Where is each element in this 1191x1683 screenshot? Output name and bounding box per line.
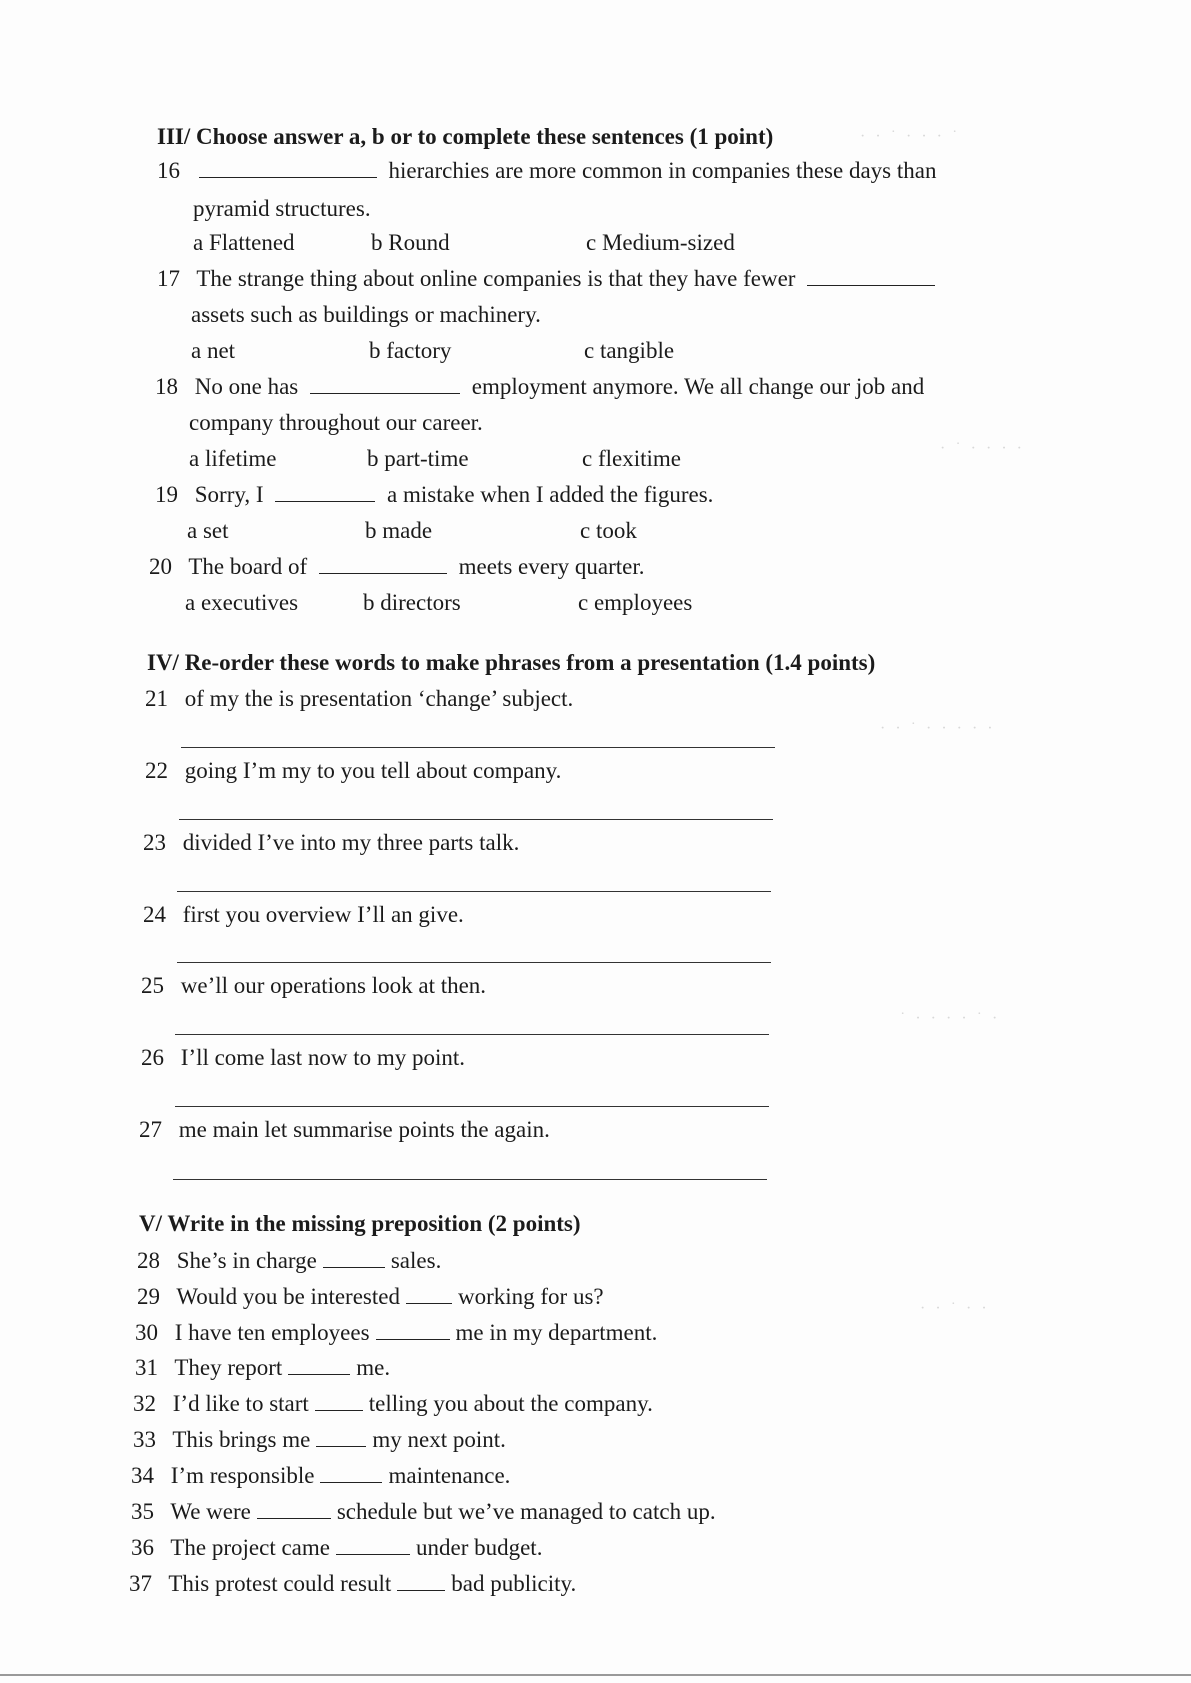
question-number: 20 xyxy=(149,554,172,579)
question-text: This brings me xyxy=(172,1427,311,1452)
answer-line[interactable] xyxy=(177,891,771,892)
question-20 xyxy=(149,554,644,580)
section-4-title: IV/ Re-order these words to make phrases from a presentation (1.4 points) xyxy=(147,650,876,675)
question-number: 24 xyxy=(143,902,166,927)
option-a[interactable]: a Flattened xyxy=(193,230,295,255)
preposition-item-36 xyxy=(131,1535,542,1561)
answer-blank[interactable] xyxy=(406,1285,452,1304)
question-18 xyxy=(155,374,924,400)
page-bottom-edge xyxy=(0,1674,1191,1676)
preposition-item-28 xyxy=(137,1248,441,1274)
answer-blank[interactable] xyxy=(199,159,377,178)
preposition-item-29 xyxy=(137,1284,604,1310)
answer-blank[interactable] xyxy=(320,1464,382,1483)
option-c[interactable]: c flexitime xyxy=(582,446,681,471)
question-number: 30 xyxy=(135,1320,158,1345)
question-text: Would you be interested xyxy=(176,1284,400,1309)
question-text: I have ten employees xyxy=(174,1320,370,1345)
reorder-item-26 xyxy=(141,1045,465,1071)
question-text: I’d like to start xyxy=(172,1391,309,1416)
preposition-item-31 xyxy=(135,1355,390,1381)
question-number: 37 xyxy=(129,1571,152,1596)
question-text: maintenance. xyxy=(388,1463,511,1488)
question-text: She’s in charge xyxy=(176,1248,317,1273)
question-text: of my the is presentation ‘change’ subject. xyxy=(184,686,574,711)
question-number: 36 xyxy=(131,1535,154,1560)
question-text: going I’m my to you tell about company. xyxy=(184,758,562,783)
answer-blank[interactable] xyxy=(288,1356,350,1375)
reorder-item-24 xyxy=(143,902,464,928)
question-continuation: pyramid structures. xyxy=(193,196,371,221)
question-number: 27 xyxy=(139,1117,162,1142)
question-number: 16 xyxy=(157,158,180,183)
preposition-item-32 xyxy=(133,1391,653,1417)
answer-blank[interactable] xyxy=(807,267,935,286)
answer-line[interactable] xyxy=(181,747,775,748)
option-b[interactable]: b part-time xyxy=(367,446,469,471)
option-b[interactable]: b made xyxy=(365,518,433,543)
answer-line[interactable] xyxy=(177,962,771,963)
answer-blank[interactable] xyxy=(397,1572,445,1591)
option-a[interactable]: a net xyxy=(191,338,236,363)
question-text: This protest could result xyxy=(168,1571,392,1596)
option-b[interactable]: b directors xyxy=(363,590,461,615)
answer-blank[interactable] xyxy=(315,1392,363,1411)
question-text: The strange thing about online companies is that they have fewer xyxy=(196,266,796,291)
preposition-item-33 xyxy=(133,1427,506,1453)
reorder-item-23 xyxy=(143,830,519,856)
question-text: working for us? xyxy=(457,1284,604,1309)
question-number: 25 xyxy=(141,973,164,998)
answer-blank[interactable] xyxy=(310,375,460,394)
question-text: They report xyxy=(174,1355,283,1380)
option-a[interactable]: a lifetime xyxy=(189,446,277,471)
question-text: bad publicity. xyxy=(451,1571,577,1596)
preposition-item-34 xyxy=(131,1463,510,1489)
option-b[interactable]: b factory xyxy=(369,338,452,363)
question-text: meets every quarter. xyxy=(458,554,645,579)
question-number: 22 xyxy=(145,758,168,783)
question-number: 17 xyxy=(157,266,180,291)
answer-blank[interactable] xyxy=(376,1321,450,1340)
question-text: employment anymore. We all change our job and xyxy=(471,374,925,399)
question-text: No one has xyxy=(194,374,299,399)
answer-blank[interactable] xyxy=(319,555,447,574)
question-number: 28 xyxy=(137,1248,160,1273)
reorder-item-25 xyxy=(141,973,486,999)
option-c[interactable]: c Medium-sized xyxy=(586,230,735,255)
answer-line[interactable] xyxy=(173,1179,767,1180)
preposition-item-37 xyxy=(129,1571,576,1597)
question-text: me in my department. xyxy=(455,1320,658,1345)
option-c[interactable]: c tangible xyxy=(584,338,675,363)
question-number: 31 xyxy=(135,1355,158,1380)
reorder-item-27 xyxy=(139,1117,550,1143)
option-c[interactable]: c employees xyxy=(578,590,693,615)
question-text: under budget. xyxy=(415,1535,543,1560)
question-text: me. xyxy=(356,1355,391,1380)
scan-noise: · · ˙ · · xyxy=(920,1300,990,1317)
question-text: telling you about the company. xyxy=(368,1391,653,1416)
answer-line[interactable] xyxy=(175,1034,769,1035)
answer-blank[interactable] xyxy=(336,1536,410,1555)
question-number: 23 xyxy=(143,830,166,855)
question-19 xyxy=(155,482,713,508)
question-text: me main let summarise points the again. xyxy=(178,1117,550,1142)
question-text: Sorry, I xyxy=(194,482,264,507)
question-text: I’m responsible xyxy=(170,1463,315,1488)
reorder-item-22 xyxy=(145,758,561,784)
option-b[interactable]: b Round xyxy=(371,230,450,255)
question-continuation: company throughout our career. xyxy=(189,410,483,435)
question-text: sales. xyxy=(390,1248,442,1273)
question-continuation: assets such as buildings or machinery. xyxy=(191,302,541,327)
option-a[interactable]: a executives xyxy=(185,590,299,615)
preposition-item-30 xyxy=(135,1320,657,1346)
scan-noise: · · ˙ · · · · · xyxy=(880,720,996,737)
question-number: 29 xyxy=(137,1284,160,1309)
question-text: divided I’ve into my three parts talk. xyxy=(182,830,520,855)
reorder-item-21 xyxy=(145,686,573,712)
question-text: We were xyxy=(170,1499,251,1524)
question-number: 19 xyxy=(155,482,178,507)
question-text: The project came xyxy=(170,1535,330,1560)
option-c[interactable]: c took xyxy=(580,518,637,543)
question-text: my next point. xyxy=(372,1427,506,1452)
answer-line[interactable] xyxy=(179,819,773,820)
preposition-item-35 xyxy=(131,1499,716,1525)
scan-noise: · ˙ · · · · xyxy=(940,440,1025,457)
question-text: I’ll come last now to my point. xyxy=(180,1045,466,1070)
answer-blank[interactable] xyxy=(257,1500,331,1519)
answer-blank[interactable] xyxy=(316,1428,366,1447)
question-text: hierarchies are more common in companies these days than xyxy=(388,158,937,183)
answer-line[interactable] xyxy=(175,1106,769,1107)
question-16 xyxy=(157,158,936,184)
question-number: 33 xyxy=(133,1427,156,1452)
answer-blank[interactable] xyxy=(275,483,375,502)
question-text: a mistake when I added the figures. xyxy=(387,482,714,507)
question-17 xyxy=(157,266,941,292)
answer-blank[interactable] xyxy=(323,1249,385,1268)
question-number: 34 xyxy=(131,1463,154,1488)
question-number: 21 xyxy=(145,686,168,711)
question-number: 35 xyxy=(131,1499,154,1524)
question-text: schedule but we’ve managed to catch up. xyxy=(336,1499,716,1524)
question-text: we’ll our operations look at then. xyxy=(180,973,487,998)
scan-noise: · · ˙ · · · ˙ xyxy=(860,128,961,145)
section-3-title: III/ Choose answer a, b or to complete these sentences (1 point) xyxy=(157,124,774,149)
question-number: 32 xyxy=(133,1391,156,1416)
scan-noise: ˙ · · · · ˙ · xyxy=(900,1010,1001,1027)
question-text: The board of xyxy=(188,554,308,579)
section-5-title: V/ Write in the missing preposition (2 points) xyxy=(139,1211,581,1236)
option-a[interactable]: a set xyxy=(187,518,229,543)
question-number: 18 xyxy=(155,374,178,399)
question-text: first you overview I’ll an give. xyxy=(182,902,464,927)
question-number: 26 xyxy=(141,1045,164,1070)
